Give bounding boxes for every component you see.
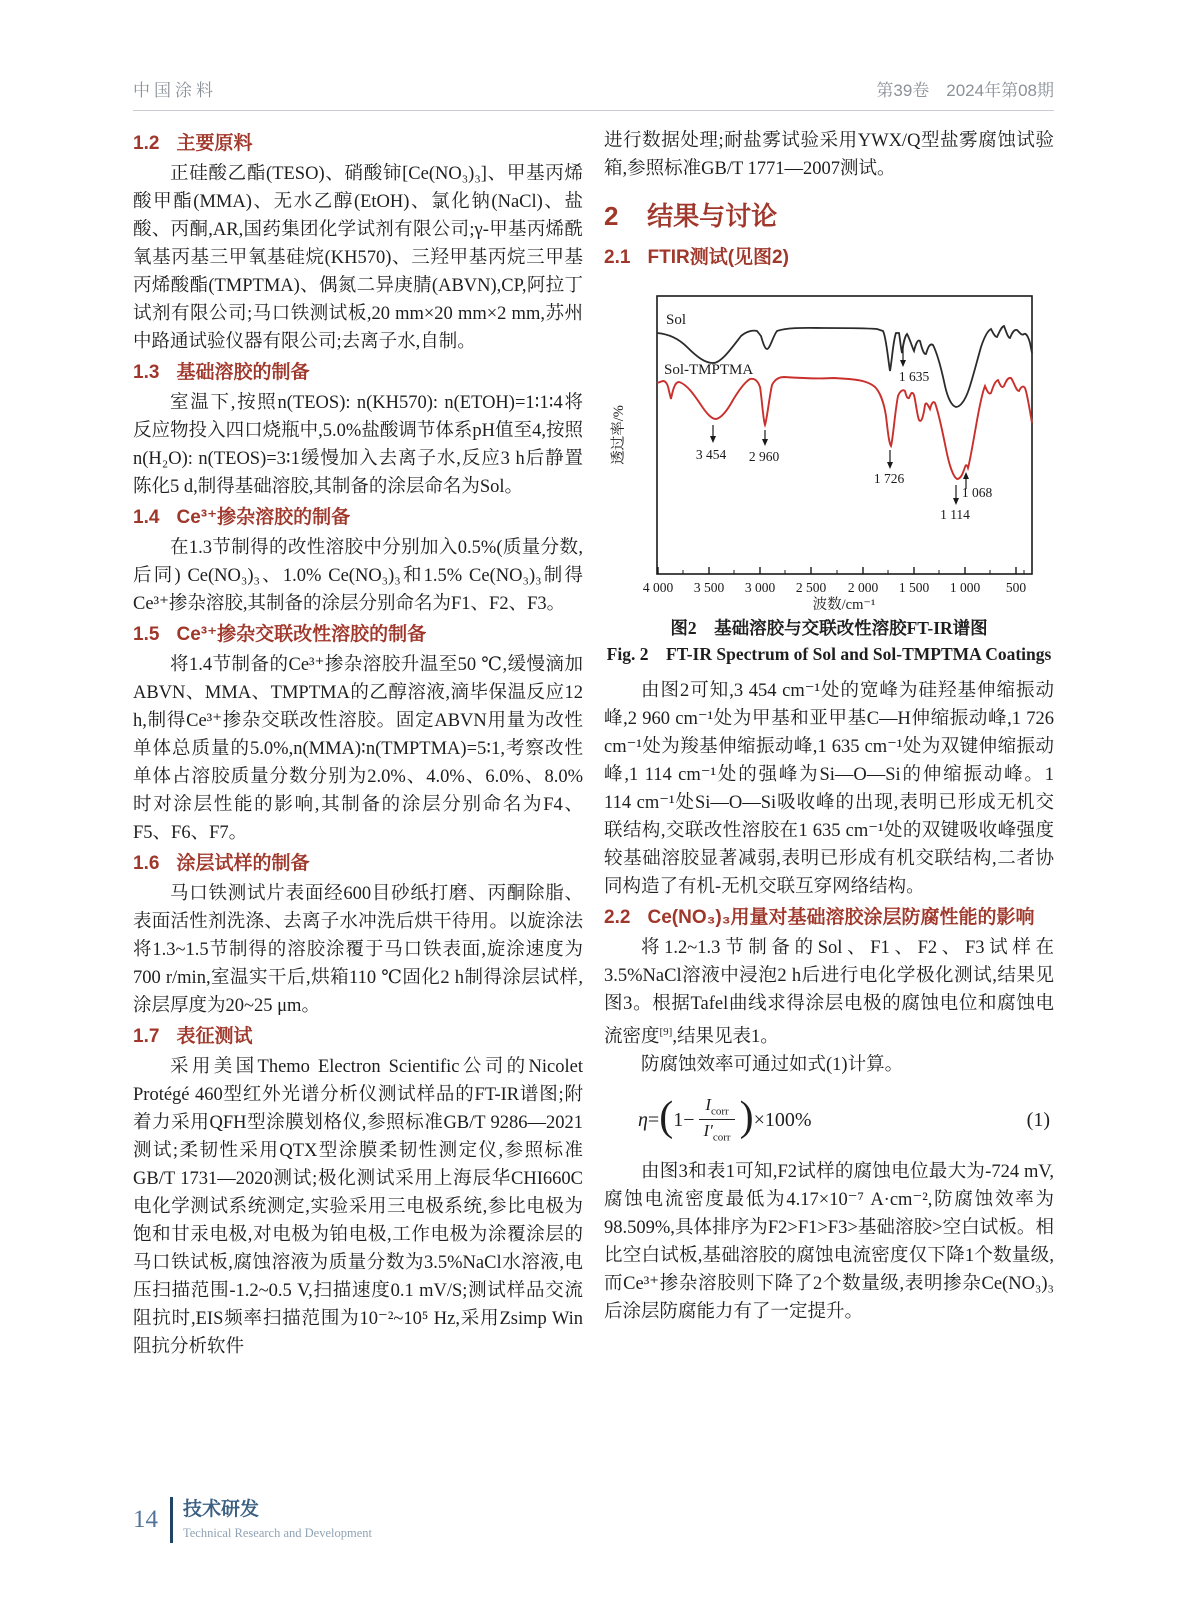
efficiency-intro-paragraph: 防腐蚀效率可通过如式(1)计算。 xyxy=(641,1055,904,1076)
section-1-7-body: 采用美国Themo Electron Scientific公司的Nicolet Protégé 460型红外光谱分析仪测试样品的FT-IR谱图;附着力采用QFH型涂膜划格仪,参照标准GB/T 9286—2021测试;柔韧性采用QTX型涂膜柔韧性测定仪,参照标准GB/T 1731—2020测试;极化测试采用上海辰华CHI660C电化学测试系统测定,实验采用三电极系统,参比电极为饱和甘汞电极,对电极为铂电极,工作电极为涂覆涂层的马口铁试板,腐蚀溶液为质量分数为3.5%NaCl水溶液,电压扫描范围-1.2~0.5 V,扫描速度0.1 mV/S;测试样品交流阻抗时,EIS频率扫描范围为10⁻²~10⁵ Hz,采用Zsimp Win阻抗分析软件 xyxy=(133,1057,583,1357)
section-1-6-body: 马口铁测试片表面经600目砂纸打磨、丙酮除脂、表面活性剂洗涤、去离子水冲洗后烘干待用。以旋涂法将1.3~1.5节制得的溶胶涂覆于马口铁表面,旋涂速度为700 r/min,室温实干后,烘箱110 ℃固化2 h制得涂层试样,涂层厚度为20~25 μm。 xyxy=(133,884,583,1016)
section-title: FTIR测试(见图2) xyxy=(647,247,789,268)
peak-label-1114: 1 114 xyxy=(940,507,970,522)
section-number: 1.3 xyxy=(133,362,160,383)
continuation-paragraph: 进行数据处理;耐盐雾试验采用YWX/Q型盐雾腐蚀试验箱,参照标准GB/T 1771—2007测试。 xyxy=(604,131,1054,179)
section-title: Ce(NO₃)₃用量对基础溶胶涂层防腐性能的影响 xyxy=(647,907,1035,928)
section-1-4-body: 在1.3节制得的改性溶胶中分别加入0.5%(质量分数,后同) Ce(NO₃)₃、1.0% Ce(NO₃)₃和1.5% Ce(NO₃)₃制得Ce³⁺掺杂溶胶,其制备的涂层分别命名为F1、F2、F3。 xyxy=(133,538,583,614)
corr-subscript: corr xyxy=(711,1105,729,1118)
section-title: 结果与讨论 xyxy=(647,201,778,231)
sol-tmptma-series-label: Sol-TMPTMA xyxy=(664,362,754,378)
y-axis-label: 透过率/% xyxy=(611,405,627,465)
section-heading-2-2 xyxy=(604,903,1054,933)
close-paren: ) xyxy=(739,1093,754,1140)
equals-sign: = xyxy=(647,1108,660,1131)
figure-caption-en: Fig. 2 FT-IR Spectrum of Sol and Sol-TMPTMA Coatings xyxy=(606,644,1052,664)
one-minus: 1− xyxy=(673,1108,695,1131)
section-title: 基础溶胶的制备 xyxy=(176,362,310,383)
section-heading-1-2 xyxy=(133,129,583,159)
section-title: 表征测试 xyxy=(176,1026,253,1047)
section-heading-2 xyxy=(604,199,1054,233)
right-column xyxy=(604,127,1054,1361)
tick-4000: 4 000 xyxy=(642,580,674,595)
equation-1 xyxy=(638,1095,1054,1144)
peak-annotation-arrowheads xyxy=(710,360,969,505)
section-number: 2.2 xyxy=(604,907,631,928)
page-number: 14 xyxy=(133,1506,158,1533)
section-number: 1.5 xyxy=(133,624,160,645)
sol-series-label: Sol xyxy=(666,312,687,328)
i-corr-numerator: I xyxy=(705,1095,712,1115)
section-number: 1.7 xyxy=(133,1026,160,1047)
left-column xyxy=(133,127,583,1361)
two-column-layout xyxy=(133,127,1054,1361)
open-paren: ( xyxy=(659,1093,674,1140)
footer-column-name-en: Technical Research and Development xyxy=(183,1526,372,1540)
section-title: 涂层试样的制备 xyxy=(176,853,310,874)
page-header xyxy=(133,76,1054,111)
x-axis-label: 波数/cm⁻¹ xyxy=(812,597,876,611)
section-number: 1.6 xyxy=(133,853,160,874)
section-1-2-body: 正硅酸乙酯(TESO)、硝酸铈[Ce(NO₃)₃]、甲基丙烯酸甲酯(MMA)、无水乙醇(EtOH)、氯化钠(NaCl)、盐酸、丙酮,AR,国药集团化学试剂有限公司;γ-甲基丙烯酰氧基丙基三甲氧基硅烷(KH570)、三羟甲基丙烷三甲基丙烯酸酯(TMPTMA)、偶氮二异庚腈(ABVN),CP,阿拉丁试剂有限公司;马口铁测试板,20 mm×20 mm×2 mm,苏州中路通试验仪器有限公司;去离子水,自制。 xyxy=(133,164,583,352)
section-title: 主要原料 xyxy=(176,133,253,154)
peak-label-3454: 3 454 xyxy=(695,447,727,462)
tick-3000: 3 000 xyxy=(744,580,776,595)
peak-annotation-labels xyxy=(696,369,993,522)
peak-label-1635: 1 635 xyxy=(898,369,930,384)
tick-3500: 3 500 xyxy=(693,580,725,595)
equation-number: (1) xyxy=(1026,1108,1050,1131)
tick-2500: 2 500 xyxy=(795,580,827,595)
section-1-5-body: 将1.4节制备的Ce³⁺掺杂溶胶升温至50 ℃,缓慢滴加ABVN、MMA、TMPTMA的乙醇溶液,滴毕保温反应12 h,制得Ce³⁺掺杂交联改性溶胶。固定ABVN用量为改性单体总质量的5.0%,n(MMA)∶n(TMPTMA)=5∶1,考察改性单体占溶胶质量分数分别为2.0%、4.0%、6.0%、8.0%时对涂层性能的影响,其制备的涂层分别命名为F4、F5、F6、F7。 xyxy=(133,655,583,843)
ftir-discussion-paragraph: 由图2可知,3 454 cm⁻¹处的宽峰为硅羟基伸缩振动峰,2 960 cm⁻¹处为甲基和亚甲基C—H伸缩振动峰,1 726 cm⁻¹处为羧基伸缩振动峰,1 635 cm⁻¹处为双键伸缩振动峰,1 114 cm⁻¹处的强峰为Si—O—Si的伸缩振动峰。1 114 cm⁻¹处Si—O—Si吸收峰的出现,表明已形成无机交联结构,交联改性溶胶在1 635 cm⁻¹处的双键吸收峰强度较基础溶胶显著减弱,表明已形成有机交联结构,二者协同构造了有机-无机交联互穿网络结构。 xyxy=(604,681,1054,897)
page-footer xyxy=(133,1497,372,1543)
current-ratio-fraction xyxy=(699,1095,734,1144)
footer-column-name-zh: 技术研发 xyxy=(183,1499,260,1520)
section-heading-1-4 xyxy=(133,503,583,533)
corr-subscript: corr xyxy=(712,1131,731,1144)
x-axis-tick-labels xyxy=(643,580,1027,595)
i-corr-prime-denominator: I′ xyxy=(703,1120,713,1140)
tick-500: 500 xyxy=(1005,580,1027,595)
section-heading-1-5 xyxy=(133,620,583,650)
peak-label-1726: 1 726 xyxy=(873,471,905,486)
tick-2000: 2 000 xyxy=(847,580,879,595)
section-heading-1-6 xyxy=(133,849,583,879)
footer-divider-bar xyxy=(170,1497,173,1543)
section-number: 1.4 xyxy=(133,507,160,528)
section-title: Ce³⁺掺杂交联改性溶胶的制备 xyxy=(176,624,427,645)
eta-symbol: η xyxy=(638,1108,648,1131)
issue-info: 第39卷 2024年第08期 xyxy=(876,81,1054,100)
section-title: Ce³⁺掺杂溶胶的制备 xyxy=(176,507,351,528)
section-number: 2.1 xyxy=(604,247,631,268)
figure-caption-zh: 图2 基础溶胶与交联改性溶胶FT-IR谱图 xyxy=(670,618,988,638)
polarization-test-paragraph xyxy=(604,934,1054,1051)
section-1-3-body: 室温下,按照n(TEOS): n(KH570): n(ETOH)=1∶1∶4将反应物投入四口烧瓶中,5.0%盐酸调节体系pH值至4,按照n(H₂O): n(TEOS)=3∶1缓慢加入去离子水,反应3 h后静置陈化5 d,制得基础溶胶,其制备的涂层命名为Sol。 xyxy=(133,393,583,497)
peak-label-1068: 1 068 xyxy=(961,485,993,500)
paragraph-text: 将1.2~1.3节制备的Sol、F1、F2、F3试样在3.5%NaCl溶液中浸泡2 h后进行电化学极化测试,结果见图3。根据Tafel曲线求得涂层电极的腐蚀电位和腐蚀电流密度 xyxy=(604,938,1054,1048)
section-number: 2 xyxy=(604,201,619,231)
tick-1000: 1 000 xyxy=(949,580,981,595)
ftir-spectrum-svg xyxy=(609,281,1049,611)
tick-1500: 1 500 xyxy=(898,580,930,595)
section-number: 1.2 xyxy=(133,133,160,154)
figure-2-ftir-chart xyxy=(604,281,1054,611)
paragraph-text: ,结果见表1。 xyxy=(672,1027,779,1048)
section-heading-2-1 xyxy=(604,243,1054,273)
reference-superscript: [9] xyxy=(659,1026,673,1038)
journal-name: 中国涂料 xyxy=(133,81,217,100)
times-100-percent: ×100% xyxy=(753,1108,812,1131)
results-discussion-paragraph: 由图3和表1可知,F2试样的腐蚀电位最大为-724 mV,腐蚀电流密度最低为4.17×10⁻⁷ A·cm⁻²,防腐蚀效率为98.509%,具体排序为F2>F1>F3>基础溶胶>空白试板。相比空白试板,基础溶胶的腐蚀电流密度仅下降1个数量级,而Ce³⁺掺杂溶胶则下降了2个数量级,表明掺杂Ce(NO₃)₃后涂层防腐能力有了一定提升。 xyxy=(604,1162,1054,1323)
peak-label-2960: 2 960 xyxy=(748,449,780,464)
section-heading-1-7 xyxy=(133,1022,583,1052)
section-heading-1-3 xyxy=(133,358,583,388)
